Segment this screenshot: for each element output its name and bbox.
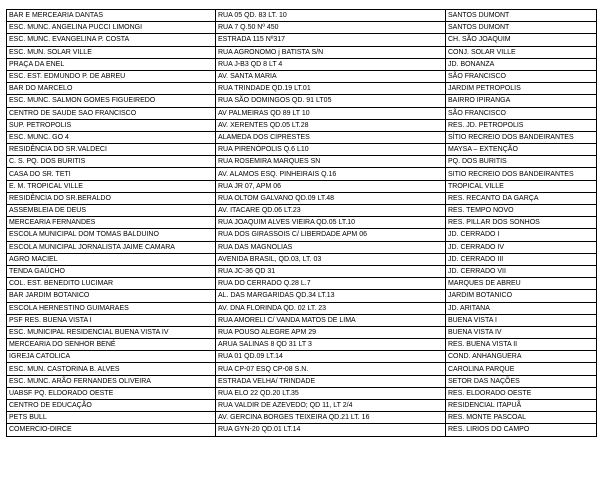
address-cell: AV. ALAMOS ESQ. PINHEIRAIS Q.16 [216,168,446,180]
table-row [7,229,597,241]
table-row [7,265,597,277]
table-row [7,205,597,217]
address-cell: AL. DAS MARGARIDAS QD.34 LT.13 [216,290,446,302]
location-name-cell: ESC. MUNC. ANGELINA PUCCI LIMONGI [7,22,216,34]
table-row [7,363,597,375]
neighborhood-cell: MARQUES DE ABREU [446,278,597,290]
location-name-cell: IGREJA CATOLICA [7,351,216,363]
neighborhood-cell: JD. BONANZA [446,58,597,70]
address-cell: RUA DOS GIRASSOIS C/ LIBERDADE APM 06 [216,229,446,241]
table-row [7,58,597,70]
address-cell: RUA OLTOM GALVANO QD.09 LT.48 [216,192,446,204]
neighborhood-cell: RES. ELDORADO OESTE [446,387,597,399]
neighborhood-cell: JARDIM PETROPOLIS [446,83,597,95]
address-cell: RUA 05 QD. 83 LT. 10 [216,10,446,22]
location-name-cell: ESC. MUNC. SALMON GOMES FIGUEIREDO [7,95,216,107]
address-cell: AV. SANTA MARIA [216,70,446,82]
location-name-cell: COL. EST. BENEDITO LUCIMAR [7,278,216,290]
table-row [7,290,597,302]
neighborhood-cell: MAYSA – EXTENÇÃO [446,144,597,156]
table-body [7,10,597,437]
address-cell: AV. XERENTES QD.05 LT.28 [216,119,446,131]
address-cell: ARUA SALINAS 8 QD 31 LT 3 [216,339,446,351]
table-row [7,70,597,82]
table-row [7,314,597,326]
table-row [7,156,597,168]
location-name-cell: TENDA GAÚCHO [7,265,216,277]
location-name-cell: MERCEARIA FERNANDES [7,217,216,229]
location-name-cell: ESC. MUNICIPAL RESIDENCIAL BUENA VISTA IV [7,326,216,338]
location-name-cell: PRAÇA DA ENEL [7,58,216,70]
location-name-cell: ESC. MUN. CASTORINA B. ALVES [7,363,216,375]
address-cell: RUA JR 07, APM 06 [216,180,446,192]
table-row [7,424,597,436]
neighborhood-cell: RES. TEMPO NOVO [446,205,597,217]
table-row [7,302,597,314]
address-cell: RUA TRINDADE QD.19 LT.01 [216,83,446,95]
table-row [7,241,597,253]
neighborhood-cell: SETOR DAS NAÇÕES [446,375,597,387]
address-cell: RUA SÃO DOMINGOS QD. 91 LT05 [216,95,446,107]
address-cell: RUA ROSEMIRA MARQUES SN [216,156,446,168]
address-cell: RUA 7 Q.50 Nº 450 [216,22,446,34]
location-name-cell: ASSEMBLEIA DE DEUS [7,205,216,217]
neighborhood-cell: BAIRRO IPIRANGA [446,95,597,107]
address-cell: RUA J-B3 QD 8 LT 4 [216,58,446,70]
location-name-cell: ESCOLA MUNICIPAL JORNALISTA JAIME CAMARA [7,241,216,253]
neighborhood-cell: PQ. DOS BURITIS [446,156,597,168]
neighborhood-cell: RES. MONTE PASCOAL [446,412,597,424]
location-name-cell: ESC. MUN. SOLAR VILLE [7,46,216,58]
location-name-cell: BAR JARDIM BOTANICO [7,290,216,302]
location-name-cell: CENTRO DE EDUCAÇÃO [7,400,216,412]
table-row [7,375,597,387]
neighborhood-cell: SÃO FRANCISCO [446,107,597,119]
neighborhood-cell: SANTOS DUMONT [446,22,597,34]
location-name-cell: UABSF PQ. ELDORADO OESTE [7,387,216,399]
table-row [7,107,597,119]
neighborhood-cell: CONJ. SOLAR VILLE [446,46,597,58]
location-name-cell: ESC. MUNC. GO 4 [7,131,216,143]
table-row [7,119,597,131]
location-name-cell: SUP. PETROPOLIS [7,119,216,131]
location-name-cell: C. S. PQ. DOS BURITIS [7,156,216,168]
location-name-cell: RESIDÊNCIA DO SR.VALDECI [7,144,216,156]
table-row [7,192,597,204]
address-cell: AVENIDA BRASIL, QD.03, LT. 03 [216,253,446,265]
table-row [7,253,597,265]
neighborhood-cell: RES. BUENA VISTA II [446,339,597,351]
table-row [7,180,597,192]
address-cell: RUA 01 QD.09 LT.14 [216,351,446,363]
neighborhood-cell: SITIO RECREIO DOS BANDEIRANTES [446,168,597,180]
address-cell: ESTRADA 115 Nº317 [216,34,446,46]
table-row [7,22,597,34]
neighborhood-cell: JD. ARITANA [446,302,597,314]
neighborhood-cell: TROPICAL VILLE [446,180,597,192]
location-name-cell: E. M. TROPICAL VILLE [7,180,216,192]
neighborhood-cell: JD. CERRADO IV [446,241,597,253]
location-name-cell: MERCEARIA DO SENHOR BENÉ [7,339,216,351]
location-name-cell: CASA DO SR. TETI [7,168,216,180]
table-row [7,351,597,363]
location-name-cell: ESC. EST. EDMUNDO P. DE ABREU [7,70,216,82]
neighborhood-cell: CH. SÃO JOAQUIM [446,34,597,46]
address-cell: AV. ITACARE QD.06 LT.23 [216,205,446,217]
table-row [7,217,597,229]
table-row [7,168,597,180]
neighborhood-cell: JD. CERRADO VII [446,265,597,277]
location-name-cell: BAR DO MARCELO [7,83,216,95]
table-row [7,46,597,58]
table-row [7,326,597,338]
location-name-cell: RESIDÊNCIA DO SR.BERALDO [7,192,216,204]
neighborhood-cell: BUENA VISTA IV [446,326,597,338]
address-cell: RUA PIRENÓPOLIS Q.6 L10 [216,144,446,156]
address-cell: RUA DO CERRADO Q.28 L.7 [216,278,446,290]
address-cell: RUA JC-36 QD 31 [216,265,446,277]
neighborhood-cell: JD. CERRADO III [446,253,597,265]
location-name-cell: ESCOLA MUNICIPAL DOM TOMAS BALDUINO [7,229,216,241]
address-cell: RUA POUSO ALEGRE APM 29 [216,326,446,338]
address-cell: ESTRADA VELHA/ TRINDADE [216,375,446,387]
location-name-cell: CENTRO DE SAUDE SAO FRANCISCO [7,107,216,119]
table-row [7,10,597,22]
location-name-cell: PETS BULL [7,412,216,424]
location-name-cell: PSF RES. BUENA VISTA I [7,314,216,326]
location-name-cell: ESC. MUNC. EVANGELINA P. COSTA [7,34,216,46]
address-cell: RUA GYN-20 QD.01 LT.14 [216,424,446,436]
neighborhood-cell: JD. CERRADO I [446,229,597,241]
address-cell: ALAMEDA DOS CIPRESTES [216,131,446,143]
neighborhood-cell: SÍTIO RECREIO DOS BANDEIRANTES [446,131,597,143]
location-name-cell: BAR E MERCEARIA DANTAS [7,10,216,22]
location-name-cell: ESC. MUNC. ARÃO FERNANDES OLIVEIRA [7,375,216,387]
table-row [7,278,597,290]
neighborhood-cell: SANTOS DUMONT [446,10,597,22]
table-row [7,131,597,143]
neighborhood-cell: BUENA VISTA I [446,314,597,326]
neighborhood-cell: RES. PILLAR DOS SONHOS [446,217,597,229]
table-row [7,412,597,424]
address-cell: RUA CP-07 ESQ CP-08 S.N. [216,363,446,375]
location-name-cell: AGRO MACIEL [7,253,216,265]
neighborhood-cell: RES. RECANTO DA GARÇA [446,192,597,204]
table-row [7,83,597,95]
table-row [7,400,597,412]
locations-table [6,9,597,437]
address-cell: RUA VALDIR DE AZEVEDO; QD 11, LT 2/4 [216,400,446,412]
neighborhood-cell: RESIDENCIAL ITAPUÃ [446,400,597,412]
table-row [7,144,597,156]
address-cell: RUA AMORELI C/ VANDA MATOS DE LIMA [216,314,446,326]
address-cell: RUA AGRONOMO j BATISTA S/N [216,46,446,58]
neighborhood-cell: CAROLINA PARQUE [446,363,597,375]
table-row [7,387,597,399]
address-cell: RUA ELO 22 QD.20 LT.35 [216,387,446,399]
neighborhood-cell: JARDIM BOTANICO [446,290,597,302]
table-row [7,95,597,107]
address-cell: RUA DAS MAGNOLIAS [216,241,446,253]
address-cell: AV. DNA FLORINDA QD. 02 LT. 23 [216,302,446,314]
address-cell: RUA JOAQUIM ALVES VIEIRA QD.05 LT.10 [216,217,446,229]
neighborhood-cell: SÃO FRANCISCO [446,70,597,82]
location-name-cell: COMERCIO-DIRCE [7,424,216,436]
neighborhood-cell: RES. JD. PETROPOLIS [446,119,597,131]
table-row [7,339,597,351]
neighborhood-cell: COND. ANHANGUERA [446,351,597,363]
table-row [7,34,597,46]
location-name-cell: ESCOLA HERNESTINO GUIMARAES [7,302,216,314]
address-cell: AV PALMEIRAS QD 89 LT 10 [216,107,446,119]
neighborhood-cell: RES. LIRIOS DO CAMPO [446,424,597,436]
address-cell: AV. GERCINA BORGES TEIXEIRA QD.21 LT. 16 [216,412,446,424]
